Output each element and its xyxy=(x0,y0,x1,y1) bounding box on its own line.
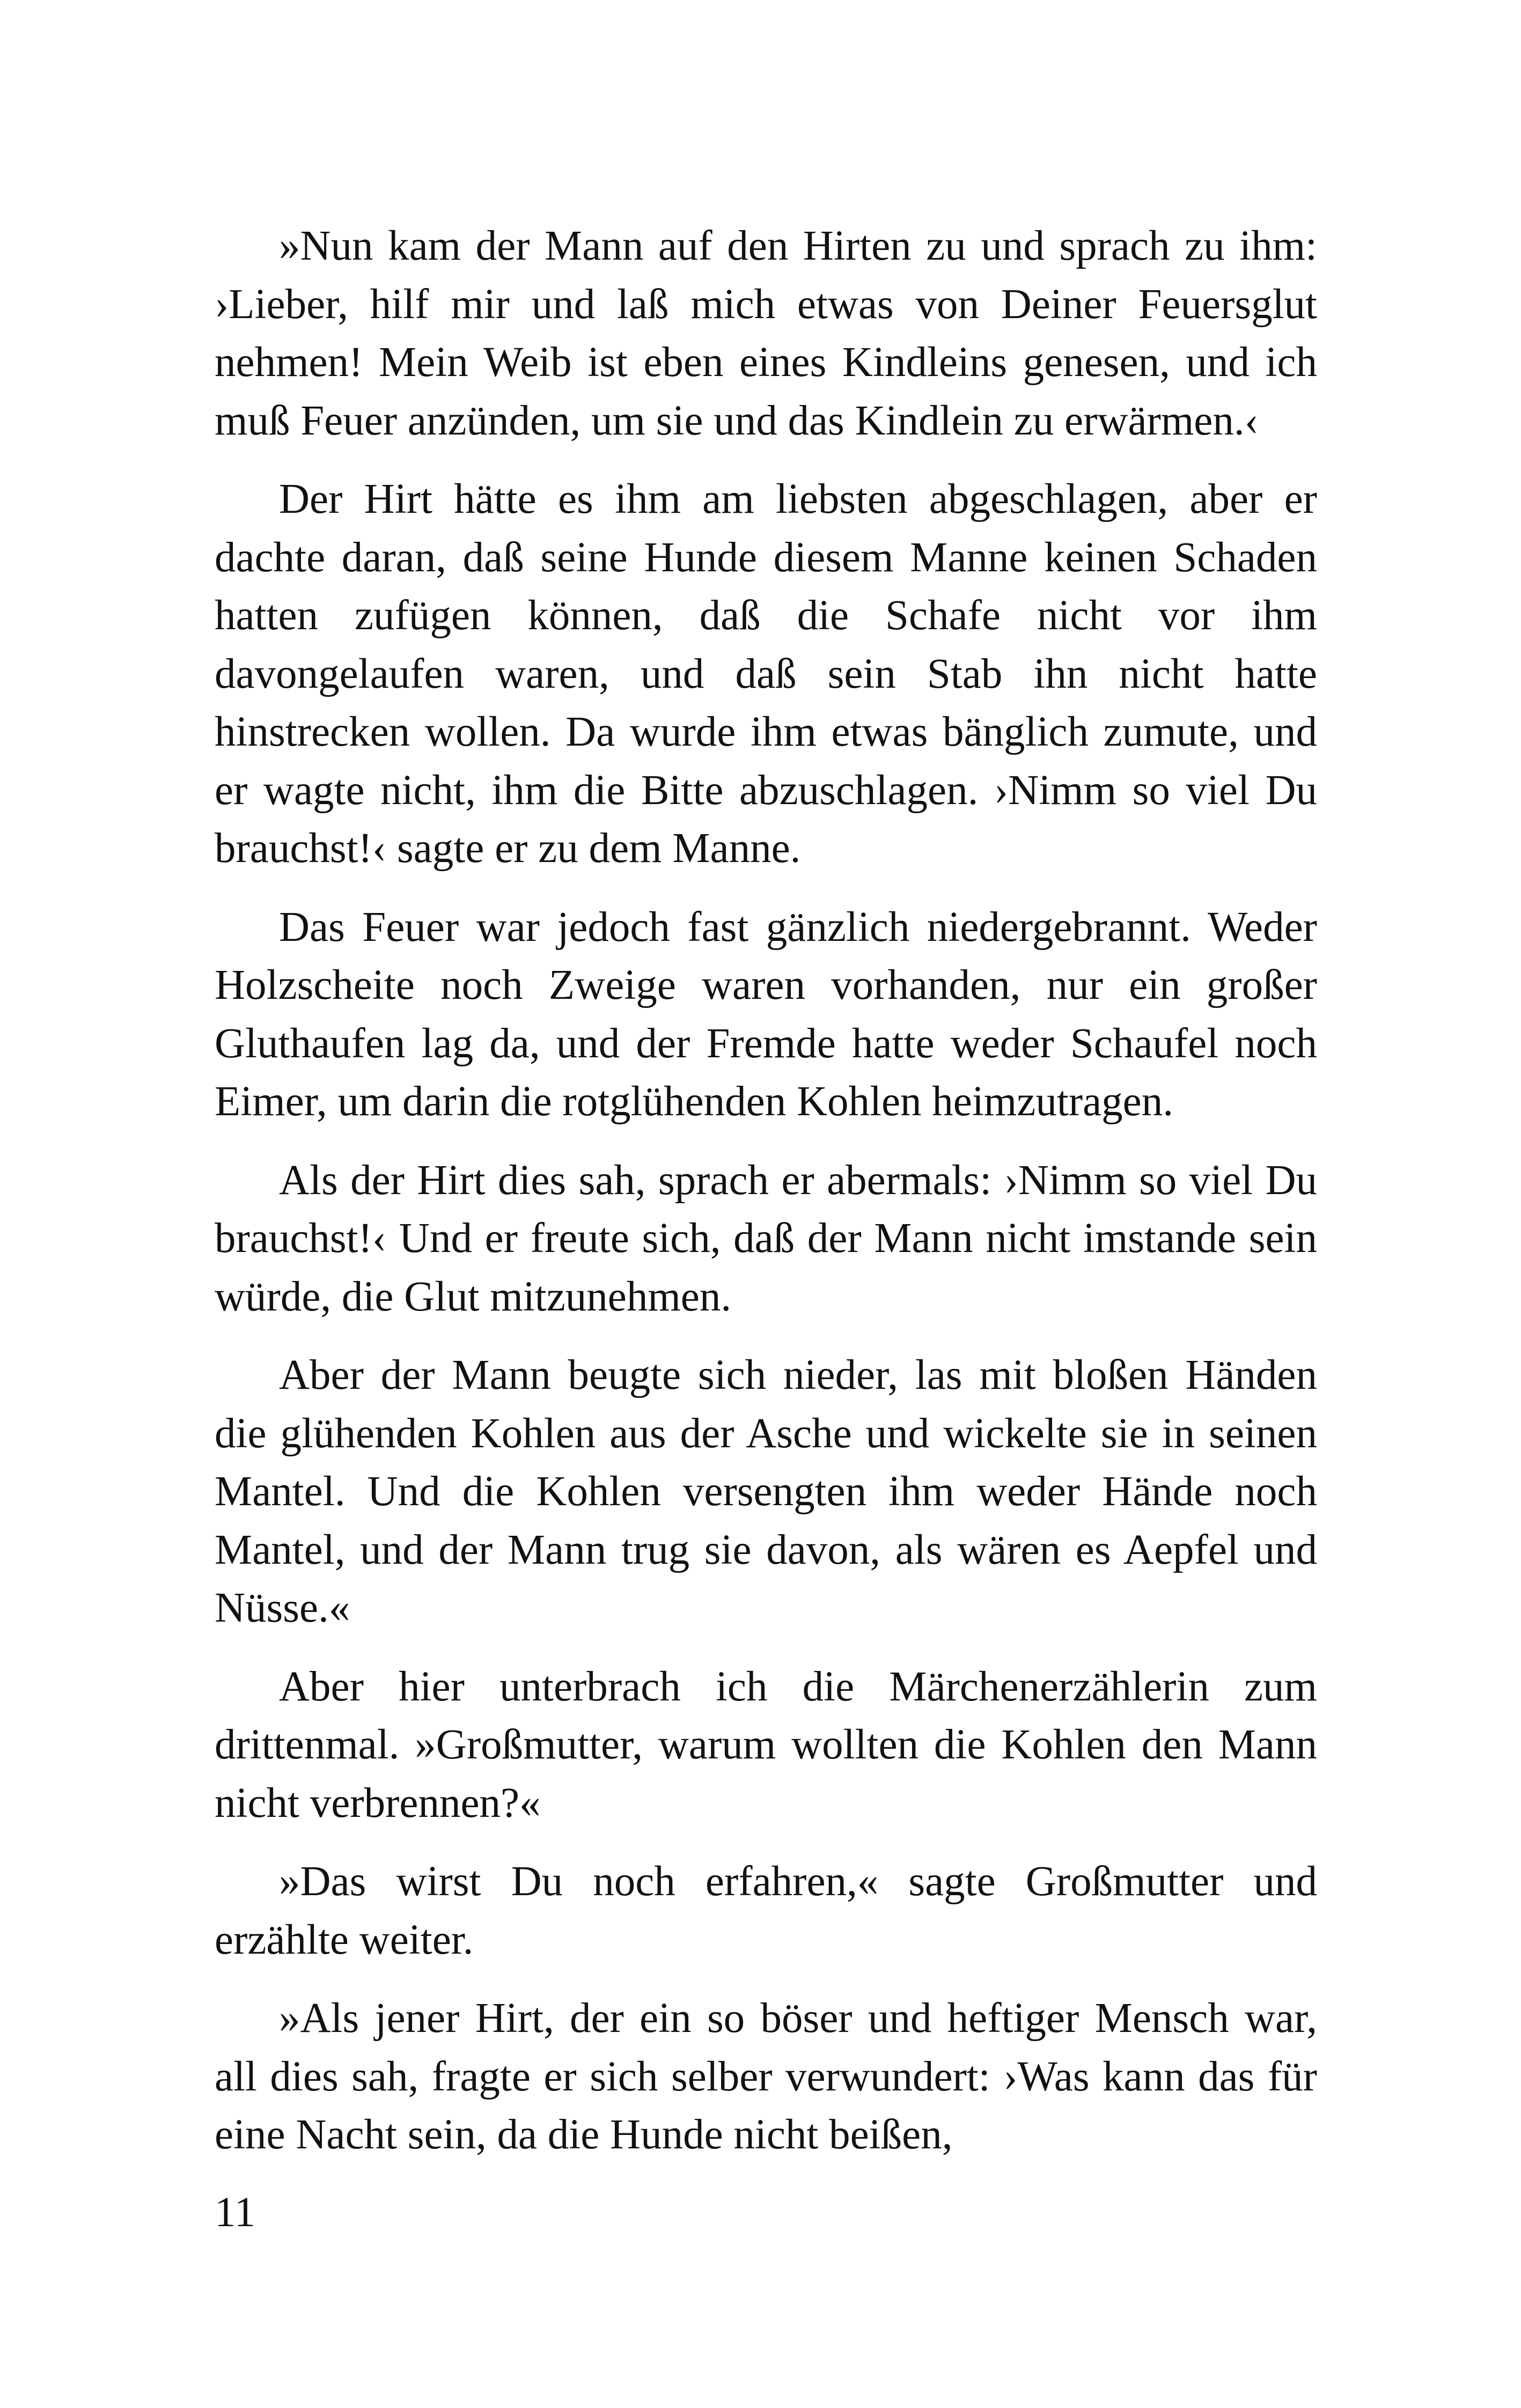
page-body xyxy=(215,217,1317,2185)
paragraph: Das Feuer war jedoch fast gänzlich niedergebrannt. Weder Holzscheite noch Zweige waren vorhanden, nur ein großer Gluthaufen lag da, und der Fremde hatte weder Schaufel noch Eimer, um darin die rotglühenden Kohlen heimzutragen. xyxy=(215,903,1317,1125)
paragraph: Der Hirt hätte es ihm am liebsten abgeschlagen, aber er dachte daran, daß seine Hunde diesem Manne keinen Schaden hatten zufügen können, daß die Schafe nicht vor ihm davongelaufen waren, und daß sein Stab ihn nicht hatte hinstrecken wollen. Da wurde ihm etwas bänglich zumute, und er wagte nicht, ihm die Bitte abzuschlagen. ›Nimm so viel Du brauchst!‹ sagte er zu dem Manne. xyxy=(215,476,1317,872)
paragraph: Als der Hirt dies sah, sprach er abermals: ›Nimm so viel Du brauchst!‹ Und er freute sich, daß der Mann nicht imstande sein würde, die Glut mitzunehmen. xyxy=(215,1157,1317,1320)
paragraph: Aber hier unterbrach ich die Märchenerzählerin zum drittenmal. »Großmutter, warum wollten die Kohlen den Mann nicht verbrennen?« xyxy=(215,1663,1317,1827)
paragraph: »Das wirst Du noch erfahren,« sagte Großmutter und erzählte weiter. xyxy=(215,1858,1317,1963)
paragraph: »Als jener Hirt, der ein so böser und heftiger Mensch war, all dies sah, fragte er sich selber verwundert: ›Was kann das für eine Nacht sein, da die Hunde nicht beißen, xyxy=(215,1995,1317,2158)
page-number: 11 xyxy=(215,2189,256,2236)
paragraph: Aber der Mann beugte sich nieder, las mit bloßen Händen die glühenden Kohlen aus der Asche und wickelte sie in seinen Mantel. Und die Kohlen versengten ihm weder Hände noch Mantel, und der Mann trug sie davon, als wären es Aepfel und Nüsse.« xyxy=(215,1352,1317,1631)
paragraph: »Nun kam der Mann auf den Hirten zu und sprach zu ihm: ›Lieber, hilf mir und laß mich etwas von Deiner Feuersglut nehmen! Mein Weib ist eben eines Kindleins genesen, und ich muß Feuer anzünden, um sie und das Kindlein zu erwärmen.‹ xyxy=(215,223,1317,444)
